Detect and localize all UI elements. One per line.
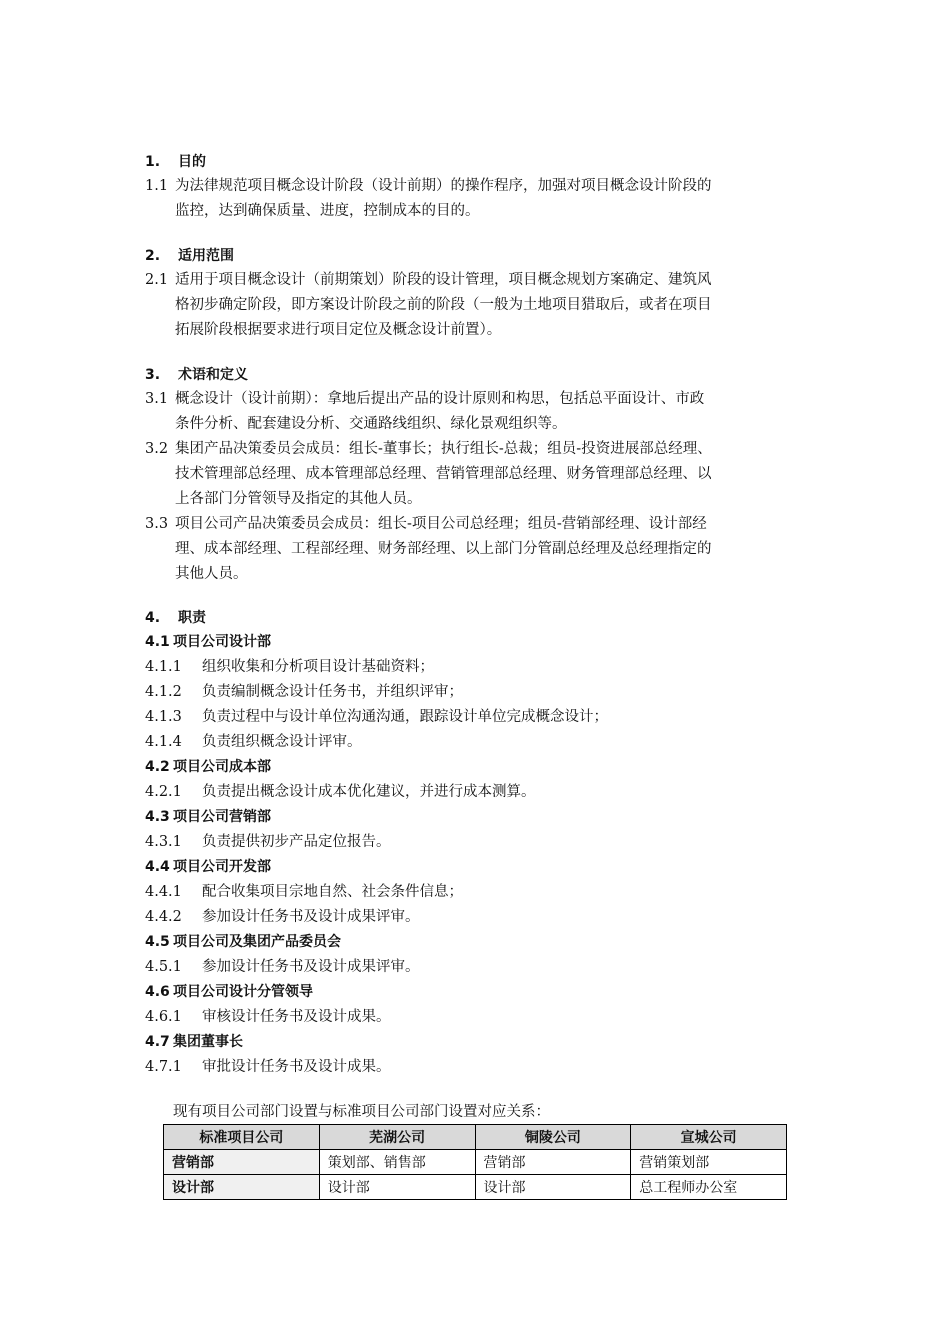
subsection-number: 4.5 xyxy=(145,934,170,950)
table-cell: 营销策划部 xyxy=(631,1150,787,1175)
section-responsibilities xyxy=(145,606,825,1080)
duty-number: 4.6.1 xyxy=(145,1009,182,1025)
duty-text: 负责提供初步产品定位报告。 xyxy=(202,834,391,850)
section-purpose xyxy=(145,150,825,224)
column-header: 芜湖公司 xyxy=(319,1125,475,1150)
clause-line: 其他人员。 xyxy=(175,566,248,582)
clause-line: 概念设计（设计前期）：拿地后提出产品的设计原则和构思，包括总平面设计、市政 xyxy=(175,391,705,407)
subsection-number: 4.6 xyxy=(145,984,170,1000)
table-row xyxy=(164,1175,787,1200)
subsection-title: 项目公司成本部 xyxy=(173,759,271,775)
clause-line: 集团产品决策委员会成员：组长-董事长；执行组长-总裁；组员-投资进展部总经理、 xyxy=(175,441,712,457)
duty-item xyxy=(145,1005,825,1030)
clause-line: 格初步确定阶段，即方案设计阶段之前的阶段（一般为土地项目猎取后，或者在项目 xyxy=(175,297,712,313)
duty-item xyxy=(145,655,825,680)
section-terms xyxy=(145,363,825,587)
duty-number: 4.4.1 xyxy=(145,884,182,900)
clause-line: 上各部门分管领导及指定的其他人员。 xyxy=(175,491,422,507)
duty-text: 负责组织概念设计评审。 xyxy=(202,734,362,750)
clause-number: 3.2 xyxy=(145,441,169,457)
clause-line: 理、成本部经理、工程部经理、财务部经理、以上部门分管副总经理及总经理指定的 xyxy=(175,541,712,557)
clause-line: 适用于项目概念设计（前期策划）阶段的设计管理，项目概念规划方案确定、建筑风 xyxy=(175,272,712,288)
subsection-title: 项目公司开发部 xyxy=(173,859,271,875)
duty-item xyxy=(145,955,825,980)
subsection-number: 4.3 xyxy=(145,809,170,825)
duty-item xyxy=(145,1055,825,1080)
duty-number: 4.1.3 xyxy=(145,709,182,725)
column-header: 宣城公司 xyxy=(631,1125,787,1150)
row-header-cell: 设计部 xyxy=(164,1175,320,1200)
duty-text: 负责编制概念设计任务书，并组织评审； xyxy=(202,684,463,700)
clause-line: 条件分析、配套建设分析、交通路线组织、绿化景观组织等。 xyxy=(175,416,567,432)
subsection-heading xyxy=(145,980,825,1005)
duty-item xyxy=(145,830,825,855)
row-header-cell: 营销部 xyxy=(164,1150,320,1175)
section-heading xyxy=(145,363,825,387)
duty-item xyxy=(145,680,825,705)
clause-number: 1.1 xyxy=(145,178,169,194)
clause-number: 3.1 xyxy=(145,391,169,407)
duty-number: 4.5.1 xyxy=(145,959,182,975)
clause xyxy=(145,268,825,343)
subsection-heading xyxy=(145,1030,825,1055)
subsection-title: 项目公司设计部 xyxy=(173,634,271,650)
duty-number: 4.1.2 xyxy=(145,684,182,700)
clause-line: 项目公司产品决策委员会成员：组长-项目公司总经理；组员-营销部经理、设计部经 xyxy=(175,516,707,532)
subsection-title: 项目公司营销部 xyxy=(173,809,271,825)
duty-text: 负责提出概念设计成本优化建议，并进行成本测算。 xyxy=(202,784,536,800)
duty-number: 4.3.1 xyxy=(145,834,182,850)
duty-number: 4.2.1 xyxy=(145,784,182,800)
table-cell: 营销部 xyxy=(475,1150,631,1175)
duty-item xyxy=(145,705,825,730)
subsection-number: 4.4 xyxy=(145,859,170,875)
clause xyxy=(145,174,825,224)
clause-line: 监控，达到确保质量、进度，控制成本的目的。 xyxy=(175,203,480,219)
duty-text: 参加设计任务书及设计成果评审。 xyxy=(202,909,420,925)
column-header: 标准项目公司 xyxy=(164,1125,320,1150)
duty-text: 参加设计任务书及设计成果评审。 xyxy=(202,959,420,975)
table-cell: 总工程师办公室 xyxy=(631,1175,787,1200)
subsection-heading xyxy=(145,755,825,780)
section-scope xyxy=(145,244,825,343)
duty-item xyxy=(145,730,825,755)
duty-text: 审核设计任务书及设计成果。 xyxy=(202,1009,391,1025)
duty-text: 审批设计任务书及设计成果。 xyxy=(202,1059,391,1075)
clause xyxy=(145,437,825,512)
duty-item xyxy=(145,880,825,905)
clause xyxy=(145,387,825,437)
duty-item xyxy=(145,905,825,930)
duty-text: 负责过程中与设计单位沟通沟通，跟踪设计单位完成概念设计； xyxy=(202,709,608,725)
duty-number: 4.7.1 xyxy=(145,1059,182,1075)
department-mapping-table xyxy=(163,1124,787,1200)
subsection-heading xyxy=(145,930,825,955)
subsection-heading xyxy=(145,855,825,880)
section-number: 2. xyxy=(145,248,161,264)
table-caption: 现有项目公司部门设置与标准项目公司部门设置对应关系： xyxy=(173,1104,550,1120)
duty-text: 配合收集项目宗地自然、社会条件信息； xyxy=(202,884,463,900)
duty-item xyxy=(145,780,825,805)
subsection-heading xyxy=(145,805,825,830)
section-heading xyxy=(145,244,825,268)
table-cell: 策划部、销售部 xyxy=(319,1150,475,1175)
duty-number: 4.4.2 xyxy=(145,909,182,925)
subsection-number: 4.1 xyxy=(145,634,170,650)
subsection-number: 4.7 xyxy=(145,1034,170,1050)
clause-line: 拓展阶段根据要求进行项目定位及概念设计前置）。 xyxy=(175,322,502,338)
subsection-heading xyxy=(145,630,825,655)
clause-line: 为法律规范项目概念设计阶段（设计前期）的操作程序，加强对项目概念设计阶段的 xyxy=(175,178,712,194)
section-number: 3. xyxy=(145,367,161,383)
duty-number: 4.1.4 xyxy=(145,734,182,750)
section-title: 适用范围 xyxy=(178,248,234,264)
clause-line: 技术管理部总经理、成本管理部总经理、营销管理部总经理、财务管理部总经理、以 xyxy=(175,466,712,482)
table-cell: 设计部 xyxy=(319,1175,475,1200)
section-title: 目的 xyxy=(178,154,206,170)
section-number: 1. xyxy=(145,154,161,170)
section-heading xyxy=(145,150,825,174)
table-row xyxy=(164,1150,787,1175)
subsection-title: 项目公司及集团产品委员会 xyxy=(173,934,341,950)
clause xyxy=(145,512,825,587)
section-title: 术语和定义 xyxy=(178,367,248,383)
duty-text: 组织收集和分析项目设计基础资料； xyxy=(202,659,434,675)
duty-number: 4.1.1 xyxy=(145,659,182,675)
table-header-row xyxy=(164,1125,787,1150)
column-header: 铜陵公司 xyxy=(475,1125,631,1150)
section-number: 4. xyxy=(145,610,161,626)
subsection-number: 4.2 xyxy=(145,759,170,775)
subsection-title: 集团董事长 xyxy=(173,1034,243,1050)
section-title: 职责 xyxy=(178,610,206,626)
clause-number: 3.3 xyxy=(145,516,169,532)
subsection-title: 项目公司设计分管领导 xyxy=(173,984,313,1000)
table-cell: 设计部 xyxy=(475,1175,631,1200)
clause-number: 2.1 xyxy=(145,272,169,288)
section-heading xyxy=(145,606,825,630)
